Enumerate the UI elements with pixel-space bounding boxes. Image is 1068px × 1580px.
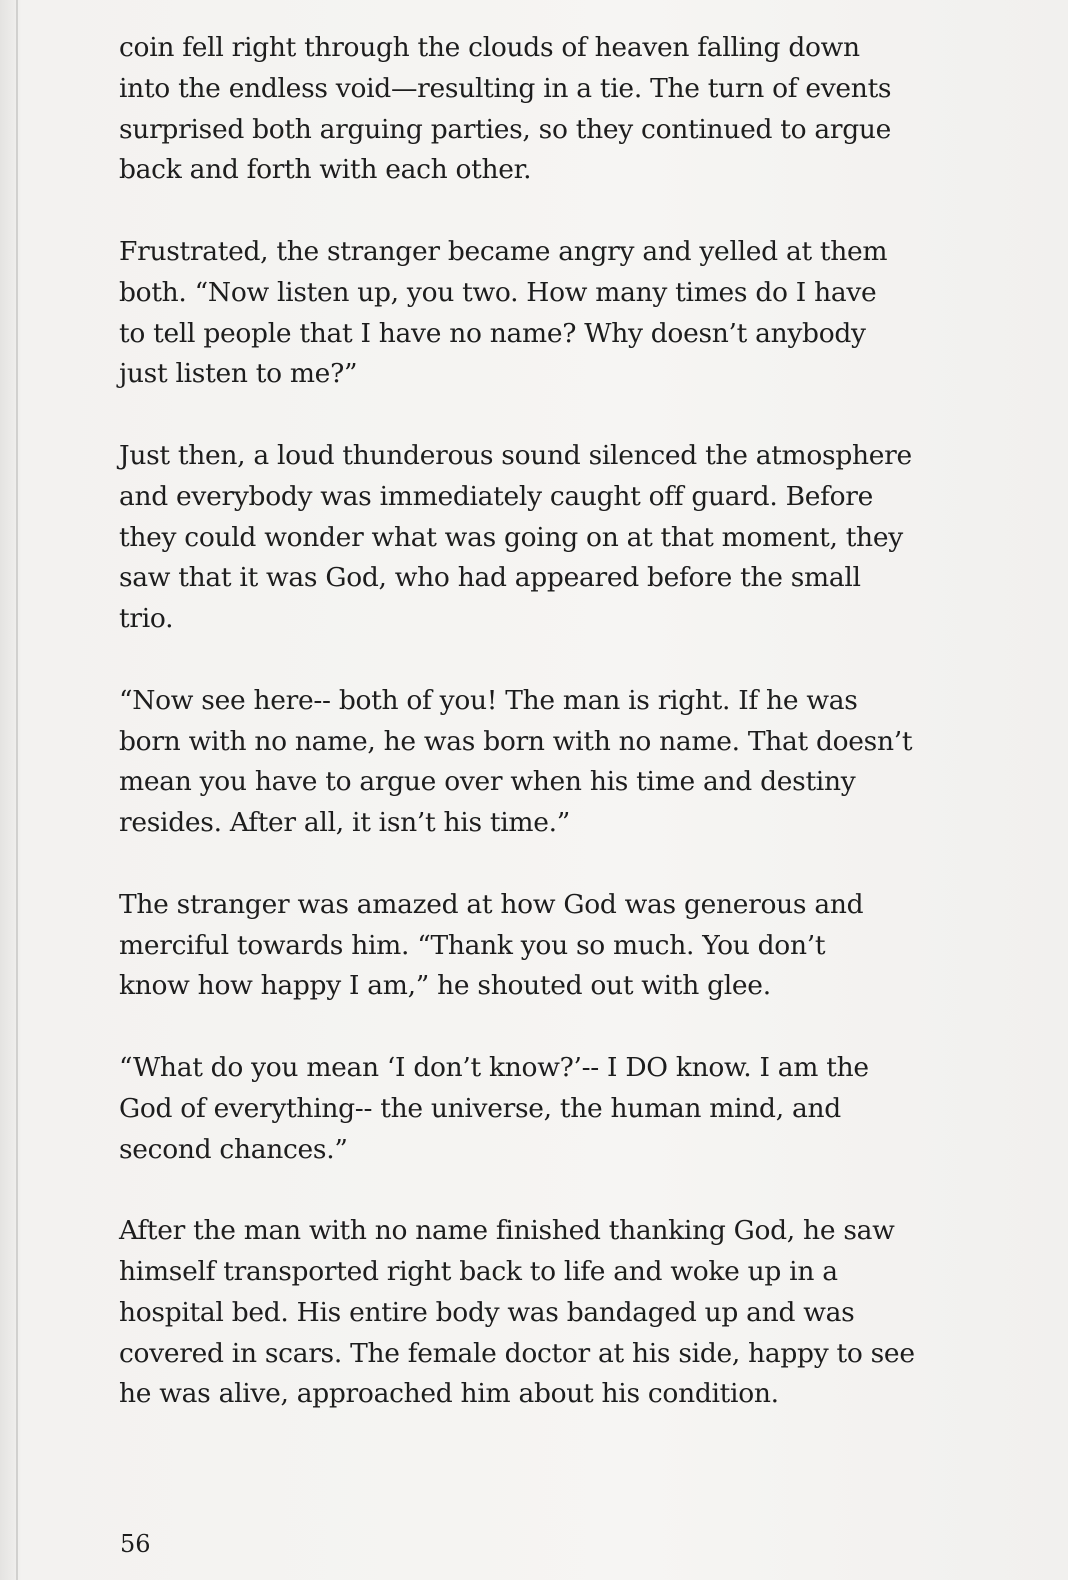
text-line: born with no name, he was born with no name. That doesn’t bbox=[119, 725, 913, 757]
paragraph-7 bbox=[119, 1211, 1019, 1415]
text-line: “What do you mean ‘I don’t know?’-- I DO know. I am the bbox=[119, 1051, 869, 1083]
paragraph-6 bbox=[119, 1048, 1019, 1170]
text-line: Frustrated, the stranger became angry and yelled at them bbox=[119, 235, 888, 267]
text-line: second chances.” bbox=[119, 1133, 348, 1165]
page-number: 56 bbox=[120, 1530, 151, 1558]
text-line: and everybody was immediately caught off guard. Before bbox=[119, 480, 874, 512]
text-line: they could wonder what was going on at that moment, they bbox=[119, 521, 903, 553]
text-line: mean you have to argue over when his time and destiny bbox=[119, 766, 856, 798]
text-line: into the endless void—resulting in a tie. The turn of events bbox=[119, 72, 892, 104]
text-line: covered in scars. The female doctor at his side, happy to see bbox=[119, 1337, 915, 1369]
text-line: know how happy I am,” he shouted out with glee. bbox=[119, 970, 771, 1002]
page-gutter-shadow bbox=[16, 0, 18, 1580]
text-line: merciful towards him. “Thank you so much. You don’t bbox=[119, 929, 826, 961]
paragraph-4 bbox=[119, 681, 1019, 844]
text-line: both. “Now listen up, you two. How many times do I have bbox=[119, 276, 877, 308]
paragraph-2 bbox=[119, 232, 1019, 395]
text-line: God of everything-- the universe, the human mind, and bbox=[119, 1092, 841, 1124]
text-line: Just then, a loud thunderous sound silenced the atmosphere bbox=[119, 439, 912, 471]
text-line: hospital bed. His entire body was bandaged up and was bbox=[119, 1296, 855, 1328]
text-line: “Now see here-- both of you! The man is right. If he was bbox=[119, 684, 858, 716]
text-line: saw that it was God, who had appeared before the small bbox=[119, 562, 861, 594]
text-line: he was alive, approached him about his condition. bbox=[119, 1378, 779, 1410]
text-line: trio. bbox=[119, 603, 174, 635]
body-text bbox=[119, 28, 1019, 1456]
paragraph-5 bbox=[119, 885, 1019, 1007]
text-line: resides. After all, it isn’t his time.” bbox=[119, 807, 570, 839]
paragraph-1 bbox=[119, 28, 1019, 191]
text-line: just listen to me?” bbox=[119, 358, 358, 390]
text-line: The stranger was amazed at how God was generous and bbox=[119, 888, 864, 920]
text-line: himself transported right back to life and woke up in a bbox=[119, 1255, 838, 1287]
paragraph-3 bbox=[119, 436, 1019, 640]
text-line: back and forth with each other. bbox=[119, 154, 532, 186]
text-line: coin fell right through the clouds of heaven falling down bbox=[119, 32, 860, 63]
text-line: After the man with no name finished thanking God, he saw bbox=[119, 1215, 895, 1247]
text-line: surprised both arguing parties, so they continued to argue bbox=[119, 113, 892, 145]
text-line: to tell people that I have no name? Why doesn’t anybody bbox=[119, 317, 866, 349]
